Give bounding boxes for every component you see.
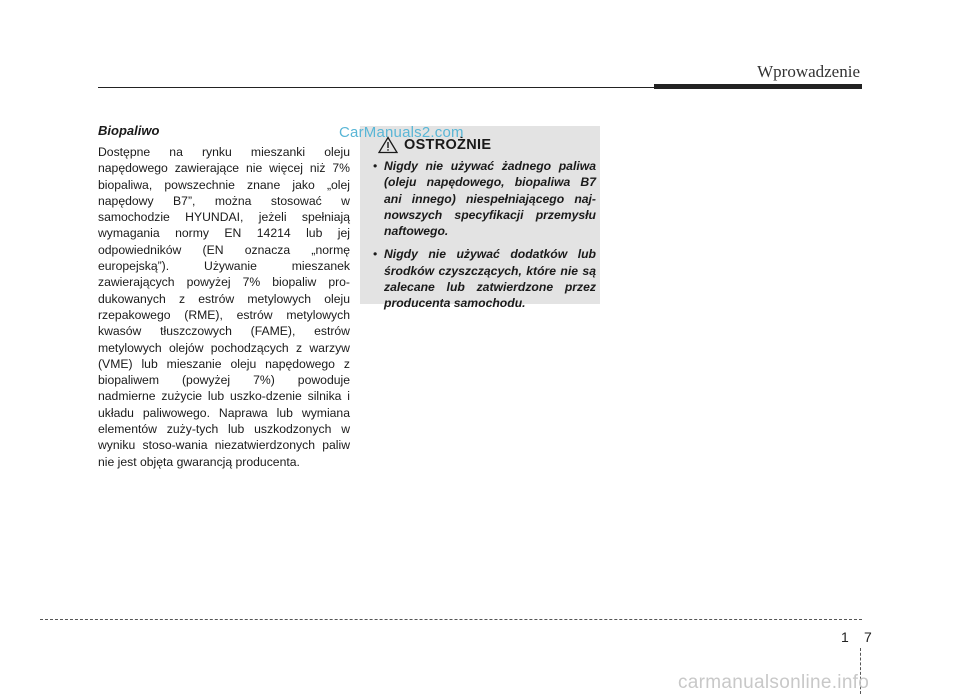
caution-item — [370, 158, 596, 239]
caution-item — [370, 246, 596, 311]
footer-rule — [40, 619, 862, 620]
bullet-icon: • — [373, 159, 378, 173]
chapter-number: 1 — [841, 629, 849, 645]
bullet-icon: • — [373, 247, 378, 262]
caution-title: OSTROŻNIE — [404, 137, 492, 153]
caution-item-text: Nigdy nie używać żadnego paliwa (oleju napędowego, biopaliwa B7 ani innego) niespełniającego naj-nowszych specyfikacji przemysłu naftowego. — [384, 159, 596, 239]
section-heading: Biopaliwo — [98, 123, 160, 138]
section-body: Dostępne na rynku mieszanki oleju napędowego zawierające nie więcej niż 7% biopaliwa, powszechnie znane jako „olej napędowy B7”, można stosować w samochodzie HYUNDAI, jeżeli spełniają wymagania normy EN 14214 lub jej odpowiedników (EN oznacza „normę europejską”). Używanie mieszanek zawierających powyżej 7% biopaliw pro-dukowanych z estrów metylowych oleju rzepakowego (RME), estrów metylowych kwasów tłuszczowych (FAME), estrów metylowych olejów pochodzących z warzyw (VME) lub mieszanie oleju napędowego z biopaliwem (powyżej 7%) powoduje nadmierne zużycie lub uszko-dzenie silnika i układu paliwowego. Naprawa lub wymiana elementów zuży-tych lub uszkodzonych w wyniku stoso-wania niezatwierdzonych paliw nie jest objęta gwarancją producenta. — [98, 145, 350, 469]
caution-list — [370, 158, 596, 319]
header-rule-thick — [654, 84, 862, 89]
watermark-top: CarManuals2.com — [339, 124, 464, 141]
watermark-bottom: carmanualsonline.info — [678, 672, 870, 693]
caution-box — [360, 126, 600, 311]
chapter-title: Wprowadzenie — [757, 62, 860, 81]
header-rule-thin — [98, 87, 654, 88]
biofuel-section — [98, 123, 350, 470]
caution-item-text: Nigdy nie używać dodatków lub środków czyszczących, które nie są zalecane lub zatwierdzone przez producenta samochodu. — [384, 247, 596, 311]
page-number: 7 — [864, 629, 872, 645]
